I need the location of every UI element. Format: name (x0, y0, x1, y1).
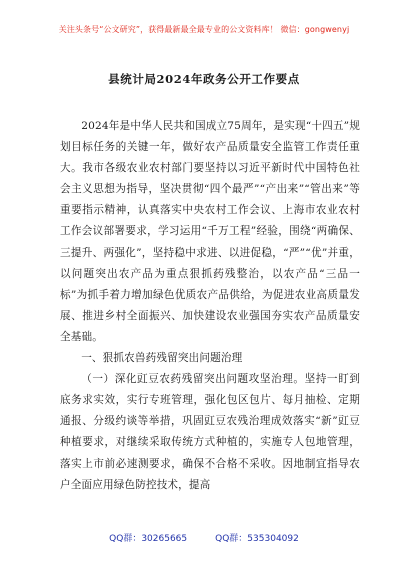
document-body (60, 116, 360, 496)
subsection-paragraph: （一）深化豇豆农药残留突出问题攻坚治理。坚持一盯到底务求实效，实行专班管理，强化包区包片、每月抽检、定期通报、分级约谈等举措，巩固豇豆农残治理成效落实“新”豇豆种植要求，对继续采取传统方式种植的，实施专人包地管理，落实上市前必速测要求，确保不合格不采收。因地制宜指导农户全面应用绿色防控技术，提高 (60, 373, 360, 491)
intro-paragraph: 2024年是中华人民共和国成立75周年，是实现“十四五”规划目标任务的关键一年，做好农产品质量安全监管工作责任重大。我市各级农业农村部门要坚持以习近平新时代中国特色社会主义思想为指导，坚决贯彻“四个最严”“产出来”“管出来”等重要指示精神，认真落实中央农村工作会议、上海市农业农村工作会议部署要求，学习运用“千万工程”经验，围绕“两确保、三提升、两强化”，坚持稳中求进、以进促稳，“严”“优”并重，以问题突出农产品为重点狠抓药残整治，以农产品“三品一标”为抓手着力增加绿色优质农产品供给，为促进农业高质量发展、推进乡村全面振兴、加快建设农业强国夯实农产品质量安全基础。 (60, 120, 360, 343)
footer-qq-group-2: QQ群：535304092 (215, 534, 299, 544)
promo-banner: 关注头条号“公文研究”，获得最新最全最专业的公文资料库！ 微信：gongwenyj (58, 25, 350, 34)
footer-qq-groups (0, 533, 408, 545)
section-heading: 一、狠抓农兽药残留突出问题治理 (81, 352, 243, 365)
footer-qq-group-1: QQ群：30265665 (109, 534, 188, 544)
document-title: 县统计局2024年政务公开工作要点 (108, 72, 300, 86)
